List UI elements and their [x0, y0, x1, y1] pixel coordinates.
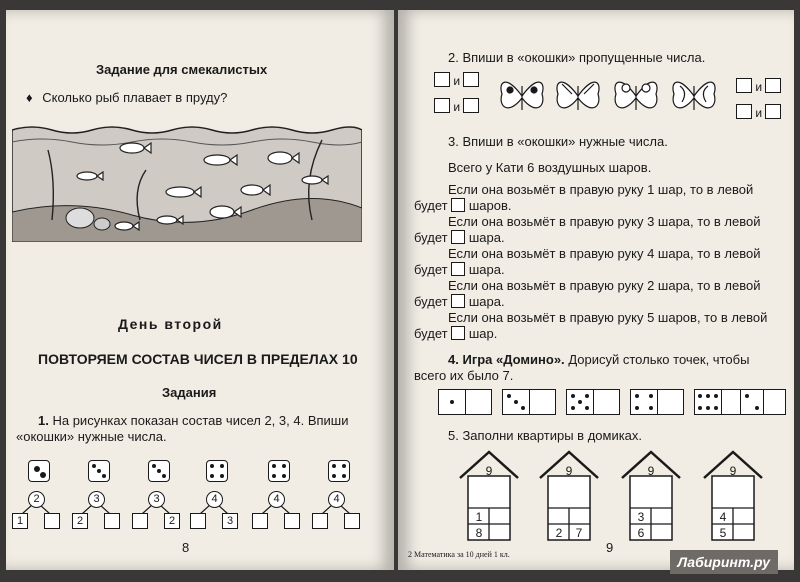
house-number: 9 [729, 464, 737, 478]
answer-box[interactable] [312, 513, 328, 529]
answer-box[interactable] [132, 513, 148, 529]
apartment[interactable]: 5 [719, 526, 727, 540]
apartment[interactable]: 6 [637, 526, 645, 540]
house-number: 9 [565, 464, 573, 478]
domino-tile [740, 389, 786, 415]
footnote: 2 Математика за 10 дней 1 кл. [408, 550, 510, 559]
answer-box[interactable] [765, 104, 781, 119]
house-number: 9 [485, 464, 493, 478]
row-line1: Если она возьмёт в правую руку 2 шара, то в левой [448, 278, 761, 293]
task1-line1: 1. На рисунках показан состав чисел 2, 3, 4. Впиши [38, 413, 349, 428]
answer-box[interactable] [284, 513, 300, 529]
butterfly-icon [557, 82, 599, 110]
apartment[interactable]: 8 [475, 526, 483, 540]
apartment[interactable]: 4 [719, 510, 727, 524]
task5-text: 5. Заполни квартиры в домиках. [448, 428, 643, 443]
blank-pair: и [434, 72, 479, 88]
given-cell: 2 [72, 513, 88, 529]
number-circle: 3 [88, 491, 105, 508]
left-page [6, 10, 394, 570]
blank-pair: и [434, 98, 479, 114]
domino-tile [438, 389, 492, 415]
row-line2: будет шар. [414, 326, 498, 341]
number-circle: 4 [268, 491, 285, 508]
house [538, 450, 600, 542]
row-line2: будет шара. [414, 294, 505, 309]
answer-box[interactable] [463, 72, 479, 87]
task4-text: 4. Игра «Домино». Дорисуй столько точек, чтобы [448, 352, 750, 367]
page-number-left: 8 [182, 540, 190, 555]
answer-box[interactable] [44, 513, 60, 529]
puzzle-heading: Задание для смекалистых [96, 62, 268, 77]
domino-tile [566, 389, 620, 415]
number-circle: 3 [148, 491, 165, 508]
blank-pair: и [736, 78, 781, 94]
day-title: День второй [118, 316, 223, 332]
given-cell: 2 [164, 513, 180, 529]
domino-blank-half[interactable] [594, 390, 620, 414]
answer-box[interactable] [434, 98, 450, 113]
house [702, 450, 764, 542]
apartment[interactable]: 1 [475, 510, 483, 524]
answer-box[interactable] [190, 513, 206, 529]
dice-3-icon [148, 460, 170, 482]
apartment[interactable]: 2 [555, 526, 563, 540]
given-cell: 3 [222, 513, 238, 529]
dice-4-icon [206, 460, 228, 482]
domino-blank-half[interactable] [658, 390, 684, 414]
row-line2: будет шаров. [414, 198, 512, 213]
task4-line2: всего их было 7. [414, 368, 514, 383]
answer-box[interactable] [451, 230, 465, 244]
given-cell: 1 [12, 513, 28, 529]
answer-box[interactable] [451, 262, 465, 276]
watermark-logo: Лабиринт.ру [670, 550, 778, 574]
page-number-right: 9 [606, 540, 614, 555]
domino-blank-half[interactable] [764, 390, 786, 414]
answer-box[interactable] [451, 198, 465, 212]
house-number: 9 [647, 464, 655, 478]
apartment[interactable]: 7 [575, 526, 583, 540]
butterfly-icon [615, 82, 657, 110]
dice-3-icon [88, 460, 110, 482]
answer-box[interactable] [463, 98, 479, 113]
task1-line2: «окошки» нужные числа. [16, 429, 167, 444]
answer-box[interactable] [344, 513, 360, 529]
answer-box[interactable] [104, 513, 120, 529]
row-line1: Если она возьмёт в правую руку 3 шара, то в левой [448, 214, 761, 229]
row-line2: будет шара. [414, 230, 505, 245]
section-title: ПОВТОРЯЕМ СОСТАВ ЧИСЕЛ В ПРЕДЕЛАХ 10 [38, 351, 358, 367]
answer-box[interactable] [451, 326, 465, 340]
answer-box[interactable] [765, 78, 781, 93]
dice-2-icon [28, 460, 50, 482]
house [620, 450, 682, 542]
number-circle: 2 [28, 491, 45, 508]
domino-blank-half[interactable] [530, 390, 556, 414]
dice-4-icon [328, 460, 350, 482]
apartment[interactable]: 3 [637, 510, 645, 524]
blank-pair: и [736, 104, 781, 120]
butterflies-illustration [496, 72, 726, 120]
number-circle: 4 [328, 491, 345, 508]
row-line1: Если она возьмёт в правую руку 4 шара, то в левой [448, 246, 761, 261]
domino-tile [502, 389, 556, 415]
butterfly-icon [673, 82, 715, 110]
answer-box[interactable] [451, 294, 465, 308]
tasks-title: Задания [162, 385, 217, 400]
answer-box[interactable] [252, 513, 268, 529]
butterfly-icon [501, 82, 543, 110]
row-line1: Если она возьмёт в правую руку 1 шар, то в левой [448, 182, 754, 197]
house [458, 450, 520, 542]
dice-4-icon [268, 460, 290, 482]
answer-box[interactable] [736, 104, 752, 119]
right-page [398, 10, 794, 570]
domino-blank-half[interactable] [466, 390, 492, 414]
row-line1: Если она возьмёт в правую руку 5 шаров, то в левой [448, 310, 768, 325]
answer-box[interactable] [434, 72, 450, 87]
question: ♦ Сколько рыб плавает в пруду? [26, 90, 228, 105]
task2-text: 2. Впиши в «окошки» пропущенные числа. [448, 50, 706, 65]
task3-intro: Всего у Кати 6 воздушных шаров. [448, 160, 652, 175]
row-line2: будет шара. [414, 262, 505, 277]
diamond-bullet-icon: ♦ [26, 90, 33, 105]
task3-text: 3. Впиши в «окошки» нужные числа. [448, 134, 668, 149]
answer-box[interactable] [736, 78, 752, 93]
number-circle: 4 [206, 491, 223, 508]
domino-tile [630, 389, 684, 415]
pond-illustration [12, 120, 362, 242]
